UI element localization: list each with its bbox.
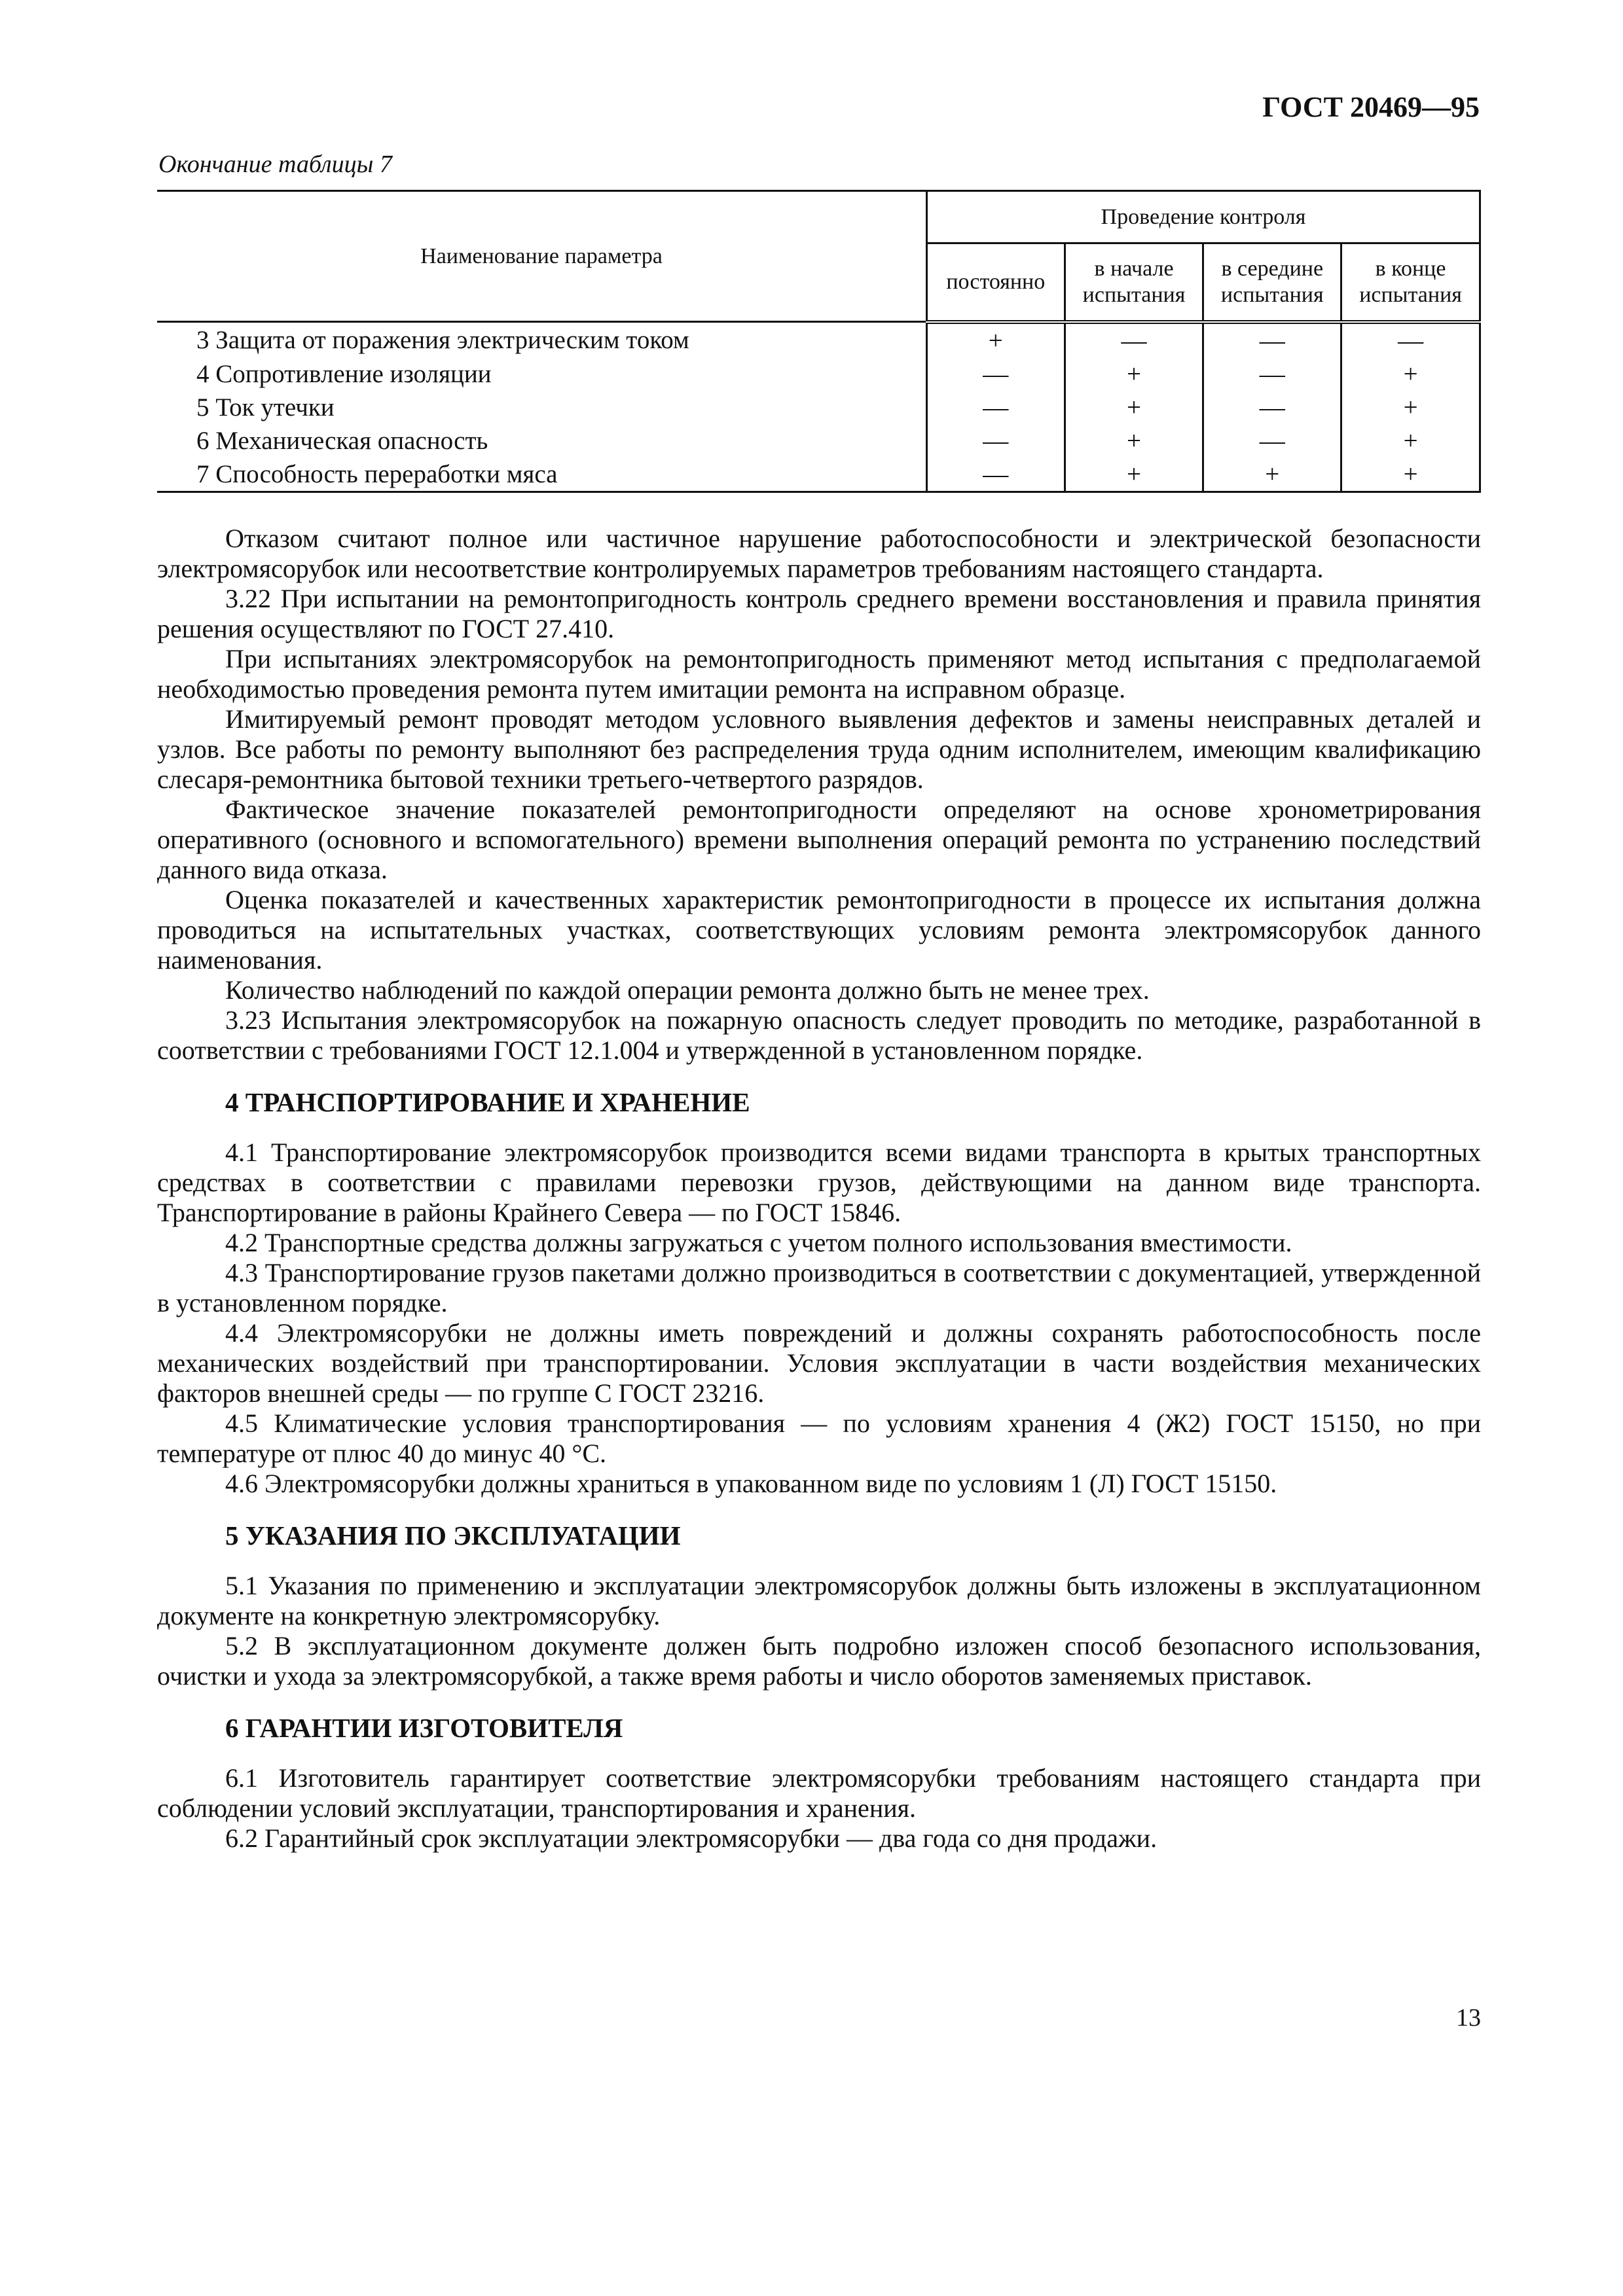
mark-cell: — [1203,424,1341,457]
paragraph: 3.22 При испытании на ремонтопригодность контроль среднего времени восстановления и правила принятия решения осуществляют по ГОСТ 27.410. [157,584,1481,643]
paragraph: Отказом считают полное или частичное нарушение работоспособности и электрической безопасности электромясорубок или несоответствие контролируемых параметров требованиям настоящего стандарта. [157,524,1481,583]
section-heading: 5 УКАЗАНИЯ ПО ЭКСПЛУАТАЦИИ [225,1520,681,1551]
mark-cell: — [926,457,1065,492]
paragraph: Имитируемый ремонт проводят методом условного выявления дефектов и замены неисправных деталей и узлов. Все работы по ремонту выполняют без распределения труда одним исполнителем, имеющим квалификацию слесаря-ремонтника бытовой техники третьего-четвертого разрядов. [157,704,1481,794]
mark-cell: — [1341,322,1480,357]
table-row [157,457,1480,492]
mark-cell: — [926,424,1065,457]
paragraph: 3.23 Испытания электромясорубок на пожарную опасность следует проводить по методике, разработанной в соответствии с требованиями ГОСТ 12.1.004 и утвержденной в установленном порядке. [157,1005,1481,1065]
table-row [157,424,1480,457]
paragraph: 4.3 Транспортирование грузов пакетами должно производиться в соответствии с документацией, утвержденной в установленном порядке. [157,1258,1481,1318]
body-text [157,524,1481,1854]
mark-cell: — [926,357,1065,391]
paragraph: 4.1 Транспортирование электромясорубок производится всеми видами транспорта в крытых транспортных средствах в соответствии с правилами перевозки грузов, действующими на данном виде транспорта. Транспортирование в районы Крайнего Севера — по ГОСТ 15846. [157,1138,1481,1227]
mark-cell: + [1341,357,1480,391]
table-caption: Окончание таблицы 7 [158,151,392,178]
mark-cell: — [926,391,1065,424]
mark-cell: — [1065,322,1203,357]
paragraph: 6.1 Изготовитель гарантирует соответствие электромясорубки требованиям настоящего стандарта при соблюдении условий эксплуатации, транспортирования и хранения. [157,1763,1481,1823]
table-row [157,322,1480,357]
table-row [157,391,1480,424]
section-heading: 4 ТРАНСПОРТИРОВАНИЕ И ХРАНЕНИЕ [225,1087,750,1117]
param-name-cell: 7 Способность переработки мяса [157,457,926,492]
param-name-cell: 3 Защита от поражения электрическим током [157,322,926,357]
column-header: в конце испытания [1341,243,1480,322]
paragraph: 5.2 В эксплуатационном документе должен быть подробно изложен способ безопасного использования, очистки и ухода за электромясорубкой, а также время работы и число оборотов заменяемых приставок. [157,1631,1481,1691]
paragraph: При испытаниях электромясорубок на ремонтопригодность применяют метод испытания с предполагаемой необходимостью проведения ремонта путем имитации ремонта на исправном образце. [157,644,1481,704]
mark-cell: + [1065,424,1203,457]
paragraph: 6.2 Гарантийный срок эксплуатации электромясорубки — два года со дня продажи. [225,1823,1158,1853]
param-name-cell: 6 Механическая опасность [157,424,926,457]
param-name-cell: 4 Сопротивление изоляции [157,357,926,391]
mark-cell: — [1203,357,1341,391]
mark-cell: — [1203,391,1341,424]
mark-cell: + [1203,457,1341,492]
standard-code: ГОСТ 20469—95 [1262,91,1480,123]
control-parameters-table [157,190,1481,493]
page-number: 13 [1456,2004,1481,2032]
paragraph: 4.6 Электромясорубки должны храниться в упакованном виде по условиям 1 (Л) ГОСТ 15150. [225,1469,1277,1498]
paragraph: 4.4 Электромясорубки не должны иметь повреждений и должны сохранять работоспособность после механических воздействий при транспортировании. Условия эксплуатации в части воздействия механических факторов внешней среды — по группе С ГОСТ 23216. [157,1318,1481,1408]
column-header: в середине испытания [1203,243,1341,322]
mark-cell: + [926,322,1065,357]
paragraph: 4.5 Климатические условия транспортирования — по условиям хранения 4 (Ж2) ГОСТ 15150, но при температуре от плюс 40 до минус 40 °С. [157,1408,1481,1468]
section-heading: 6 ГАРАНТИИ ИЗГОТОВИТЕЛЯ [225,1713,623,1743]
mark-cell: + [1341,457,1480,492]
param-name-cell: 5 Ток утечки [157,391,926,424]
param-name-header: Наименование параметра [157,191,926,322]
paragraph: 5.1 Указания по применению и эксплуатации электромясорубок должны быть изложены в эксплуатационном документе на конкретную электромясорубку. [157,1571,1481,1630]
mark-cell: — [1203,322,1341,357]
column-header: постоянно [926,243,1065,322]
paragraph: Оценка показателей и качественных характеристик ремонтопригодности в процессе их испытания должна проводиться на испытательных участках, соответствующих условиям ремонта электромясорубок данного наименования. [157,885,1481,975]
column-header: в начале испытания [1065,243,1203,322]
paragraph: Количество наблюдений по каждой операции ремонта должно быть не менее трех. [225,975,1150,1005]
paragraph: 4.2 Транспортные средства должны загружаться с учетом полного использования вместимости. [225,1228,1292,1257]
mark-cell: + [1341,424,1480,457]
mark-cell: + [1065,457,1203,492]
mark-cell: + [1065,391,1203,424]
control-group-header: Проведение контроля [926,191,1480,243]
table-header-row [157,191,1480,243]
table-row [157,357,1480,391]
paragraph: Фактическое значение показателей ремонтопригодности определяют на основе хронометрирования оперативного (основного и вспомогательного) времени выполнения операций ремонта по устранению последствий данного вида отказа. [157,795,1481,884]
mark-cell: + [1341,391,1480,424]
mark-cell: + [1065,357,1203,391]
